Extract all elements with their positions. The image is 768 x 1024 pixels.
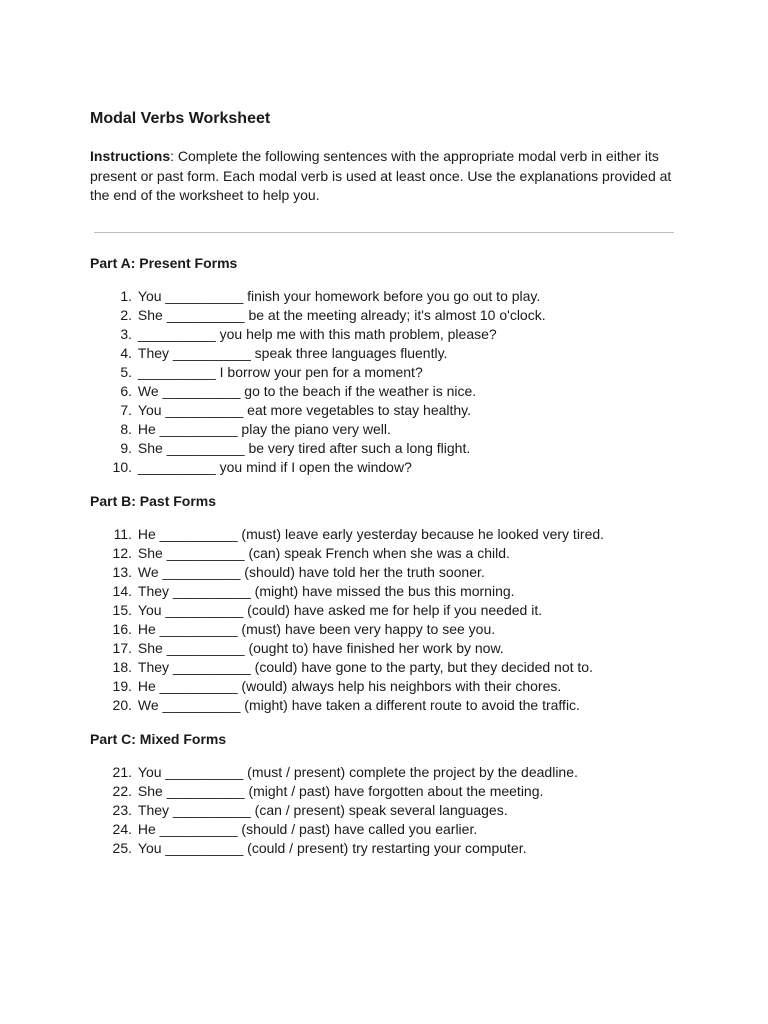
section-divider <box>94 232 674 233</box>
question-text: He __________ (must) leave early yesterday because he looked very tired. <box>137 526 605 542</box>
question-item <box>90 344 546 363</box>
question-text: __________ you help me with this math problem, please? <box>137 326 497 342</box>
question-item <box>90 325 546 344</box>
part-b-heading: Part B: Past Forms <box>90 493 217 509</box>
question-number: 14. <box>112 583 132 599</box>
question-number: 15. <box>112 602 132 618</box>
question-item <box>90 763 578 782</box>
question-text: They __________ (could) have gone to the party, but they decided not to. <box>137 659 593 675</box>
question-text: You __________ finish your homework before you go out to play. <box>137 288 541 304</box>
instructions-label: Instructions <box>90 148 171 164</box>
question-number: 25. <box>112 840 132 856</box>
part-a-heading: Part A: Present Forms <box>90 255 238 271</box>
question-text: You __________ (could) have asked me for help if you needed it. <box>137 602 543 618</box>
question-text: We __________ (might) have taken a different route to avoid the traffic. <box>137 697 580 713</box>
question-number: 22. <box>112 783 132 799</box>
question-number: 12. <box>112 545 132 561</box>
question-number: 18. <box>112 659 132 675</box>
question-item <box>90 677 604 696</box>
question-item <box>90 306 546 325</box>
question-text: She __________ be at the meeting already; it's almost 10 o'clock. <box>137 307 546 323</box>
question-item <box>90 401 546 420</box>
question-number: 8. <box>120 421 132 437</box>
question-item <box>90 601 604 620</box>
question-text: She __________ (ought to) have finished her work by now. <box>137 640 504 656</box>
question-item <box>90 439 546 458</box>
question-text: She __________ (can) speak French when she was a child. <box>137 545 510 561</box>
question-item <box>90 820 578 839</box>
question-text: He __________ play the piano very well. <box>137 421 391 437</box>
question-item <box>90 525 604 544</box>
question-item <box>90 382 546 401</box>
question-text: She __________ (might / past) have forgotten about the meeting. <box>137 783 544 799</box>
question-number: 20. <box>112 697 132 713</box>
question-number: 13. <box>112 564 132 580</box>
question-number: 6. <box>120 383 132 399</box>
instructions-text: : Complete the following sentences with the appropriate modal verb in either its present or past form. Each modal verb is used at least once. Use the explanations provided at the end of the worksheet to help you. <box>90 148 672 203</box>
question-number: 11. <box>113 526 132 542</box>
question-number: 19. <box>112 678 132 694</box>
question-item <box>90 363 546 382</box>
question-text: He __________ (must) have been very happy to see you. <box>137 621 496 637</box>
part-b-question-list <box>90 525 604 715</box>
question-item <box>90 582 604 601</box>
question-item <box>90 563 604 582</box>
question-item <box>90 544 604 563</box>
question-number: 9. <box>120 440 132 456</box>
question-item <box>90 458 546 477</box>
question-item <box>90 839 578 858</box>
question-number: 1. <box>120 288 132 304</box>
question-item <box>90 620 604 639</box>
part-c-question-list <box>90 763 578 858</box>
question-number: 24. <box>112 821 132 837</box>
question-text: He __________ (would) always help his neighbors with their chores. <box>137 678 562 694</box>
question-text: We __________ go to the beach if the weather is nice. <box>137 383 477 399</box>
part-a-question-list <box>90 287 546 477</box>
question-text: They __________ (might) have missed the bus this morning. <box>137 583 515 599</box>
question-item <box>90 696 604 715</box>
question-text: You __________ (could / present) try restarting your computer. <box>137 840 527 856</box>
question-text: You __________ eat more vegetables to stay healthy. <box>137 402 472 418</box>
question-number: 16. <box>112 621 132 637</box>
question-item <box>90 287 546 306</box>
question-number: 4. <box>120 345 132 361</box>
question-text: She __________ be very tired after such a long flight. <box>137 440 471 456</box>
question-number: 2. <box>120 307 132 323</box>
question-number: 7. <box>120 402 132 418</box>
question-text: __________ you mind if I open the window? <box>137 459 412 475</box>
part-c-heading: Part C: Mixed Forms <box>90 731 227 747</box>
question-text: We __________ (should) have told her the truth sooner. <box>137 564 485 580</box>
question-text: You __________ (must / present) complete the project by the deadline. <box>137 764 578 780</box>
question-number: 10. <box>112 459 132 475</box>
question-number: 17. <box>112 640 132 656</box>
question-item <box>90 658 604 677</box>
question-text: They __________ (can / present) speak several languages. <box>137 802 508 818</box>
question-number: 5. <box>120 364 132 380</box>
question-item <box>90 801 578 820</box>
question-text: They __________ speak three languages fluently. <box>137 345 448 361</box>
question-text: He __________ (should / past) have called you earlier. <box>137 821 478 837</box>
page-title: Modal Verbs Worksheet <box>90 110 271 127</box>
question-item <box>90 639 604 658</box>
question-item <box>90 782 578 801</box>
question-number: 3. <box>120 326 132 342</box>
question-item <box>90 420 546 439</box>
question-number: 21. <box>112 764 132 780</box>
instructions-paragraph <box>90 147 680 206</box>
question-number: 23. <box>112 802 132 818</box>
question-text: __________ I borrow your pen for a moment? <box>137 364 423 380</box>
